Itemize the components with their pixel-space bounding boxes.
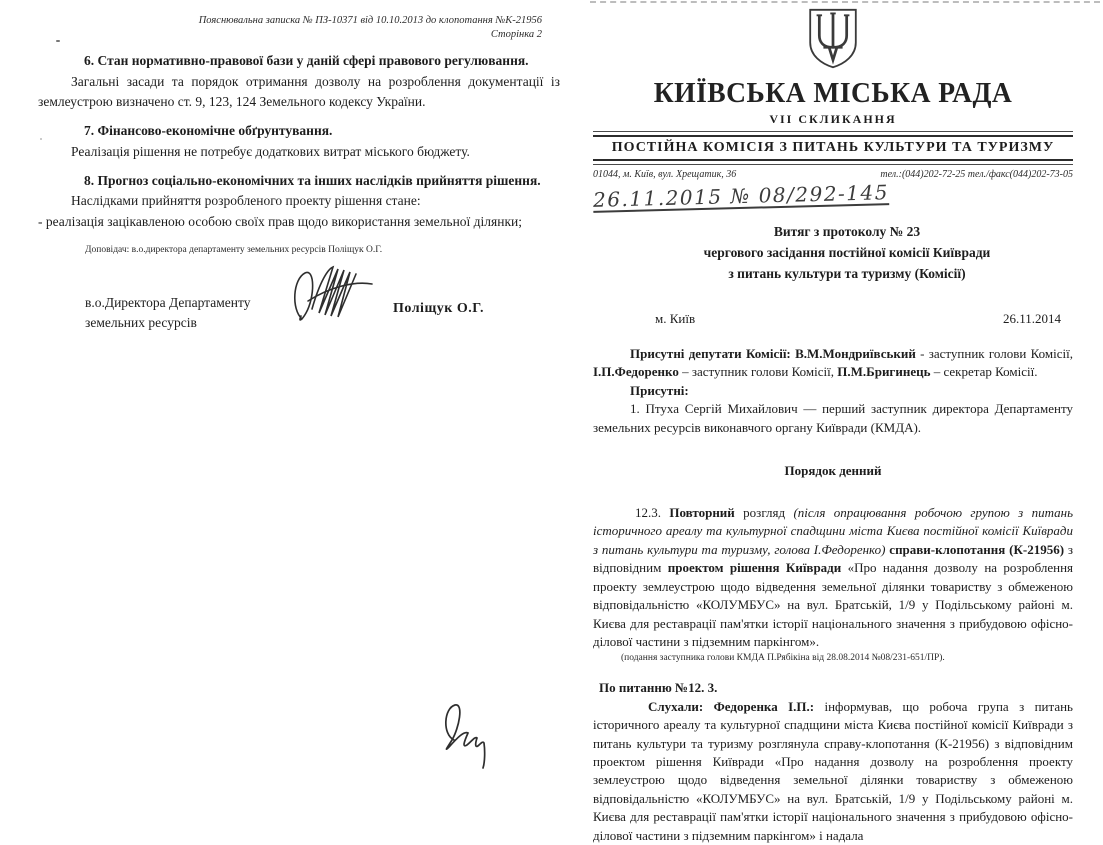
note-reference: Пояснювальна записка № ПЗ-10371 від 10.10.2013 до клопотання №К-21956	[198, 15, 542, 26]
signer-title-line2: земельних ресурсів	[85, 314, 197, 330]
question-heading: По питанню №12. 3.	[599, 679, 718, 695]
document-title-line1: Витяг з протоколу № 23	[773, 224, 921, 239]
section-6-heading: 6. Стан нормативно-правової бази у даній сфері правового регулювання.	[84, 53, 529, 69]
heard-paragraph	[593, 698, 1073, 845]
section-7-heading: 7. Фінансово-економічне обґрунтування.	[84, 123, 333, 139]
scan-speck	[56, 40, 60, 42]
ukraine-trident-emblem-icon	[593, 8, 1073, 75]
handwritten-registration-number: 26.11.2015 № 08/292-145	[592, 180, 890, 212]
section-7-body: Реалізація рішення не потребує додаткових витрат міського бюджету.	[71, 143, 470, 159]
scan-speck	[40, 138, 42, 140]
item-number: 12.3.	[635, 505, 670, 521]
attendees-label: Присутні депутати Комісії:	[630, 345, 791, 361]
document-title-line2: чергового засідання постійної комісії Київради	[703, 244, 991, 260]
present-item: 1. Птуха Сергій Михайлович — перший заступник директора Департаменту земельних ресурсів виконавчого органу Київради (КМДА).	[593, 401, 1073, 435]
header-rule-top	[593, 131, 1073, 137]
deputy-2-name: І.П.Федоренко	[593, 364, 679, 380]
section-8-heading: 8. Прогноз соціально-економічних та інших наслідків прийняття рішення.	[84, 172, 541, 188]
document-title	[593, 222, 1073, 285]
place-label: м. Київ	[655, 310, 696, 326]
commission-name: ПОСТІЙНА КОМІСІЯ З ПИТАНЬ КУЛЬТУРИ ТА ТУРИЗМУ	[611, 140, 1055, 155]
left-page-explanatory-note	[38, 14, 560, 363]
org-name: КИЇВСЬКА МІСЬКА РАДА	[653, 77, 1013, 109]
signer-name: Поліщук О.Г.	[393, 300, 485, 316]
scan-edge-artifact	[590, 1, 1100, 3]
date-label: 26.11.2014	[1002, 310, 1061, 326]
deputy-1-name: В.М.Мондриївський	[795, 345, 916, 361]
page-number: Сторінка 2	[490, 28, 542, 40]
working-group-note: (після опрацювання робочою групою з питань історичного ареалу та культурної спадщини міста Києва постійної комісії Київради з питань культури та туризму, голова І.Федоренко)	[593, 505, 1073, 557]
signature-block	[38, 273, 560, 363]
deputy-2-role: – заступник голови Комісії,	[678, 364, 838, 380]
section-6-body: Загальні засади та порядок отримання дозволу на розроблення документації із землеустрою визначено ст. 9, 123, 124 Земельного кодексу України.	[38, 73, 560, 110]
heard-label: Слухали: Федоренка І.П.:	[648, 698, 825, 714]
polishchuk-signature-icon	[288, 257, 403, 337]
org-address: 01044, м. Київ, вул. Хрещатик, 36	[593, 169, 737, 180]
deputy-1-role: - заступник голови Комісії,	[915, 345, 1073, 361]
org-phone: тел.:(044)202-72-25 тел./факс(044)202-73-05	[880, 169, 1073, 180]
heard-text: інформував, що робоча група з питань історичного ареалу та культурної спадщини міста Києва постійної комісії Київради з питань культури та туризму розглянула справу-клопотання (К-21956) з відповідним проектом рішення Київради «Про надання дозволу на розроблення проекту землеустрою щодо відведення земельної ділянки товариству з обмеженою відповідальністю «КОЛУМБУС» на вул. Братській, 1/9 у Подільському районі м. Києва для реставрації пам'ятки історії національного значення з прибудовою офісно-ділової частини з підземним паркінгом» і надала	[593, 698, 1073, 843]
convocation-label: VII СКЛИКАННЯ	[769, 112, 897, 126]
deputy-3-name: П.М.Бригинець	[837, 364, 931, 380]
section-8-line2: - реалізація зацікавленою особою своїх прав щодо використання земельної ділянки;	[38, 213, 522, 229]
signer-title-line1: в.о.Директора Департаменту	[85, 294, 251, 310]
place-date-row	[593, 311, 1073, 327]
filing-note: (подання заступника голови КМДА П.Рябікіна від 28.08.2014 №08/231-651/ПР).	[621, 652, 945, 663]
attendees-paragraph	[593, 345, 1073, 382]
section-8-line1: Наслідками прийняття розробленого проекту рішення стане:	[71, 192, 421, 208]
agenda-heading: Порядок денний	[784, 463, 882, 479]
bottom-signature-icon	[432, 694, 502, 778]
speaker-note: Доповідач: в.о.директора департаменту земельних ресурсів Поліщук О.Г.	[85, 244, 383, 255]
header-rule-bottom	[593, 159, 1073, 165]
deputy-3-role: – секретар Комісії.	[930, 364, 1038, 380]
present-heading: Присутні:	[630, 382, 689, 398]
note-header	[38, 14, 560, 41]
right-page-protocol-extract	[593, 4, 1073, 845]
contact-line	[593, 169, 1073, 180]
agenda-item-12-3: 12.3. Повторний розгляд (після опрацювання робочою групою з питань історичного ареалу та культурної спадщини міста Києва постійної комісії Київради з питань культури та туризму, голова І.Федоренко) справи-клопотання (К-21956) з відповідним проектом рішення Київради «Про надання дозволу на розроблення проекту землеустрою щодо відведення земельної ділянки товариству з обмеженою відповідальністю «КОЛУМБУС» на вул. Братській, 1/9 у Подільському районі м. Києва для реставрації пам'ятки історії національного значення з прибудовою офісно-ділової частини з підземним паркінгом».	[593, 505, 1074, 650]
document-title-line3: з питань культури та туризму (Комісії)	[728, 265, 966, 281]
signer-title	[85, 293, 250, 334]
